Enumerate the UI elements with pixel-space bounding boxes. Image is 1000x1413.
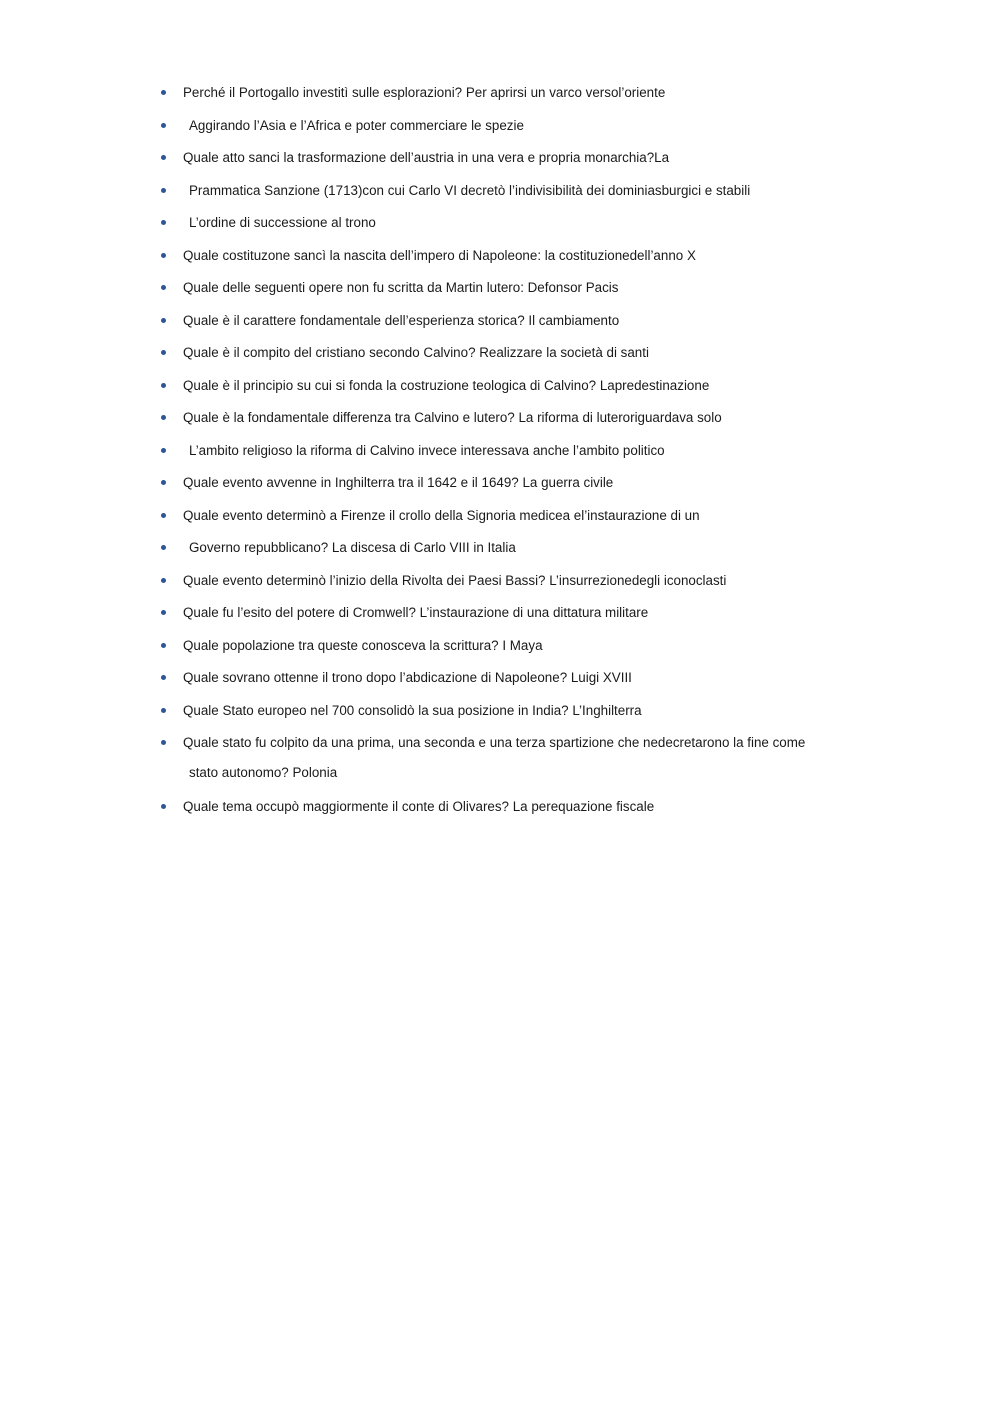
bullet-icon <box>161 90 166 95</box>
bullet-icon <box>161 610 166 615</box>
list-item <box>160 633 860 666</box>
bullet-icon <box>161 318 166 323</box>
list-item-text: Quale è la fondamentale differenza tra Calvino e lutero? La riforma di luteroriguardava solo <box>183 410 722 425</box>
bullet-icon <box>161 448 166 453</box>
bullet-icon <box>161 675 166 680</box>
bullet-icon <box>161 220 166 225</box>
list-item-text: Quale costituzone sancì la nascita dell’impero di Napoleone: la costituzionedell’anno X <box>183 247 696 263</box>
bullet-icon <box>161 643 166 648</box>
list-item <box>160 438 860 471</box>
list-item-text: Quale popolazione tra queste conosceva la scrittura? I Maya <box>183 637 543 653</box>
list-item <box>160 80 860 113</box>
list-item <box>160 243 860 276</box>
list-item-text: Quale fu l’esito del potere di Cromwell? L’instaurazione di una dittatura militare <box>183 605 649 620</box>
bullet-icon <box>161 804 166 809</box>
list-item <box>160 178 860 211</box>
list-item-text: Quale sovrano ottenne il trono dopo l’abdicazione di Napoleone? Luigi XVIII <box>183 670 632 685</box>
list-item <box>160 373 860 406</box>
list-item-text: Quale delle seguenti opere non fu scritta da Martin lutero: Defonsor Pacis <box>183 280 619 295</box>
list-item <box>160 503 860 536</box>
list-item-text: Quale evento determinò l’inizio della Rivolta dei Paesi Bassi? L’insurrezionedegli iconoclasti <box>183 572 727 588</box>
bullet-list <box>160 80 860 827</box>
list-item <box>160 210 860 243</box>
list-item <box>160 568 860 601</box>
list-item-text: Quale Stato europeo nel 700 consolidò la sua posizione in India? L’Inghilterra <box>183 702 642 718</box>
list-item-text: L’ambito religioso la riforma di Calvino invece interessava anche l’ambito politico <box>189 442 665 458</box>
list-item <box>160 275 860 308</box>
list-item <box>160 405 860 438</box>
bullet-icon <box>161 578 166 583</box>
bullet-icon <box>161 123 166 128</box>
list-item <box>160 145 860 178</box>
bullet-icon <box>161 188 166 193</box>
list-item-text: Governo repubblicano? La discesa di Carlo VIII in Italia <box>189 540 516 555</box>
bullet-icon <box>161 545 166 550</box>
list-item-text: Perché il Portogallo investitì sulle esplorazioni? Per aprirsi un varco versol’oriente <box>183 85 666 100</box>
bullet-icon <box>161 285 166 290</box>
bullet-icon <box>161 513 166 518</box>
bullet-icon <box>161 253 166 258</box>
list-item <box>160 470 860 503</box>
list-item <box>160 308 860 341</box>
list-item <box>160 698 860 731</box>
list-item-text: Quale evento avvenne in Inghilterra tra il 1642 e il 1649? La guerra civile <box>183 475 614 490</box>
bullet-icon <box>161 740 166 745</box>
list-item <box>160 665 860 698</box>
bullet-icon <box>161 415 166 420</box>
list-item-continuation: stato autonomo? Polonia <box>189 765 338 780</box>
bullet-icon <box>161 708 166 713</box>
list-item-text: L’ordine di successione al trono <box>189 215 376 230</box>
list-item-text: Quale tema occupò maggiormente il conte di Olivares? La perequazione fiscale <box>183 799 655 814</box>
list-item-text: Quale atto sanci la trasformazione dell’austria in una vera e propria monarchia?La <box>183 150 670 165</box>
list-item-text: Prammatica Sanzione (1713)con cui Carlo VI decretò l’indivisibilità dei dominiasburgici e stabili <box>189 182 751 198</box>
list-item-text: Aggirando l’Asia e l’Africa e poter commerciare le spezie <box>189 117 524 133</box>
list-item-text: Quale è il carattere fondamentale dell’esperienza storica? Il cambiamento <box>183 312 620 328</box>
bullet-icon <box>161 480 166 485</box>
list-item-text: Quale è il compito del cristiano secondo Calvino? Realizzare la società di santi <box>183 345 649 360</box>
list-item <box>160 535 860 568</box>
bullet-icon <box>161 350 166 355</box>
bullet-icon <box>161 383 166 388</box>
list-item-text: Quale è il principio su cui si fonda la costruzione teologica di Calvino? Lapredestinazione <box>183 377 710 393</box>
list-item <box>160 340 860 373</box>
list-item <box>160 794 860 827</box>
bullet-icon <box>161 155 166 160</box>
list-item-text: Quale evento determinò a Firenze il crollo della Signoria medicea el’instaurazione di un <box>183 507 700 523</box>
list-item-text: Quale stato fu colpito da una prima, una seconda e una terza spartizione che nedecretarono la fine come <box>183 735 806 750</box>
list-item <box>160 113 860 146</box>
list-item <box>160 600 860 633</box>
list-item <box>160 730 860 794</box>
